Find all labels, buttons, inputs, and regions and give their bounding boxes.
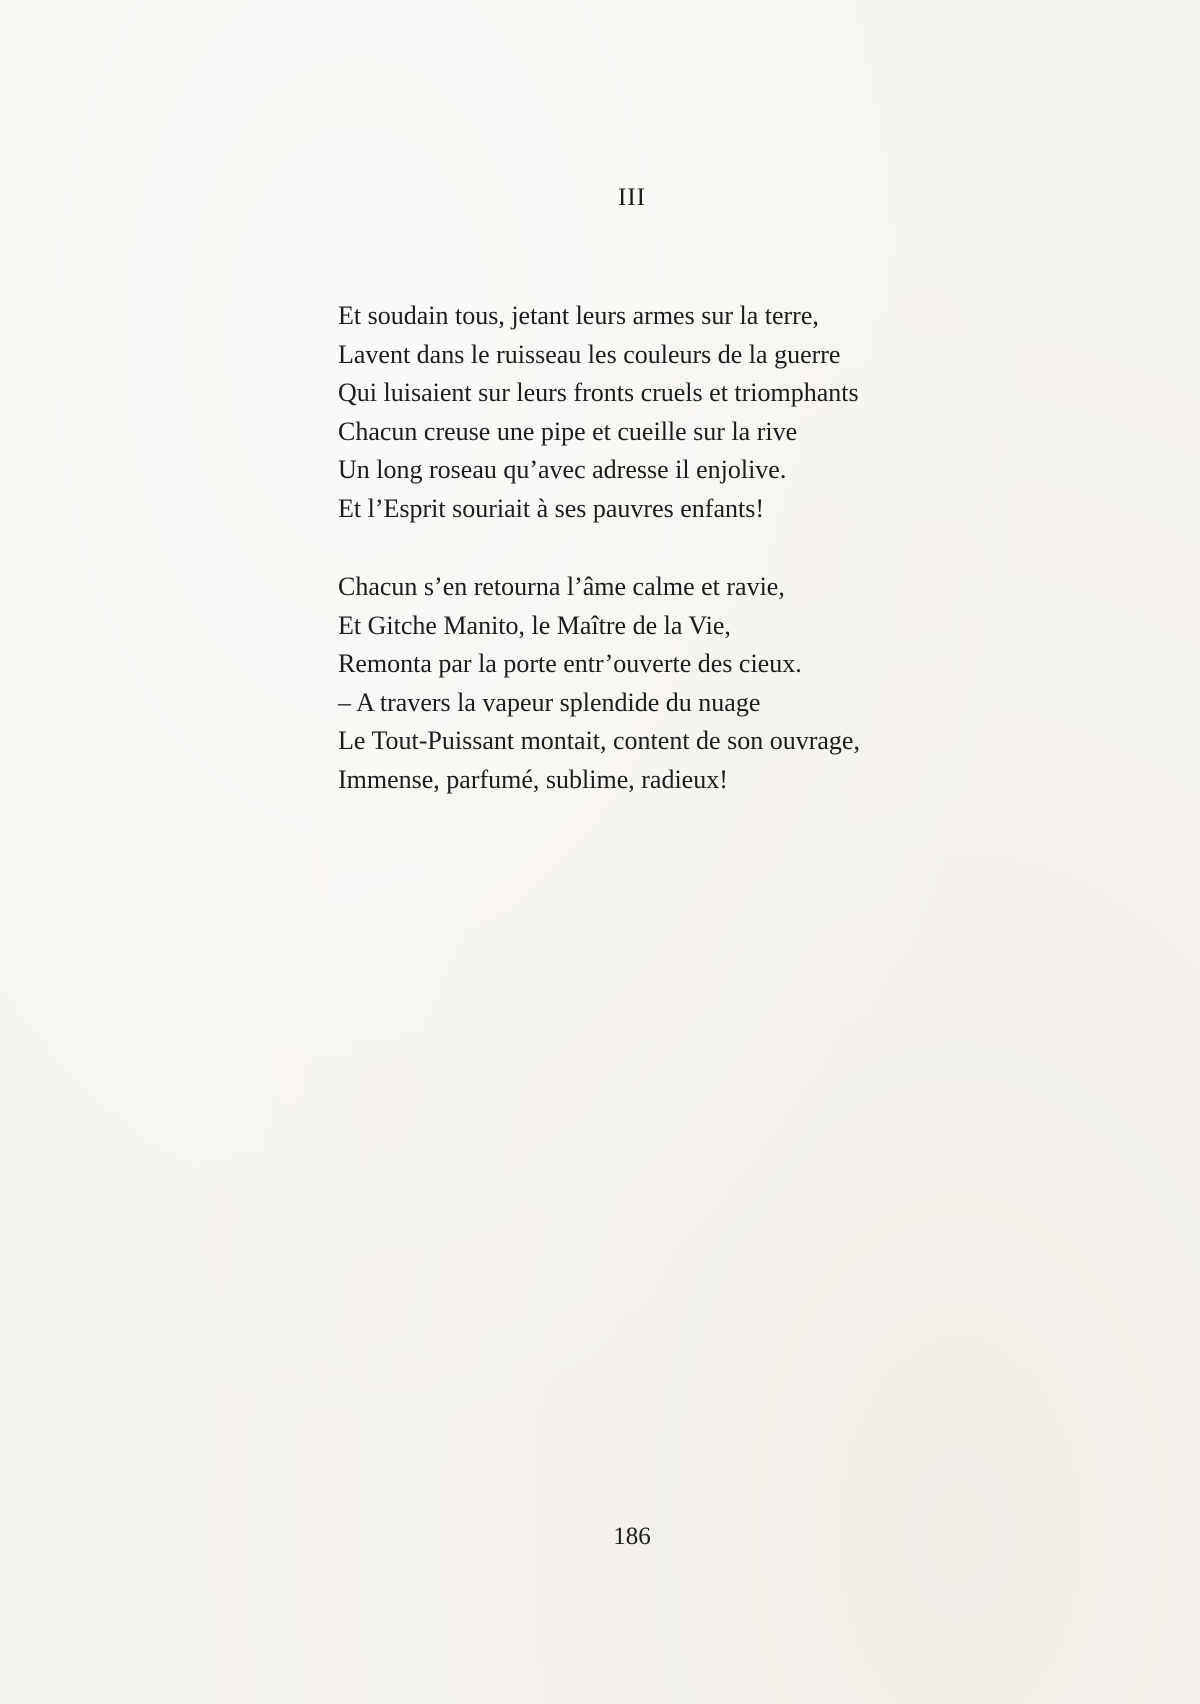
verse-line: Qui luisaient sur leurs fronts cruels et triomphants	[338, 378, 859, 407]
verse-line: Le Tout-Puissant montait, content de son ouvrage,	[338, 726, 860, 755]
verse-line: Et soudain tous, jetant leurs armes sur la terre,	[338, 301, 819, 330]
verse-line: – A travers la vapeur splendide du nuage	[338, 687, 761, 717]
verse-line: Chacun creuse une pipe et cueille sur la rive	[338, 416, 798, 446]
stanza-2	[338, 568, 1038, 799]
verse-line: Immense, parfumé, sublime, radieux!	[338, 764, 728, 794]
verse-line: Remonta par la porte entr’ouverte des cieux.	[338, 649, 802, 678]
page-number: 186	[613, 1523, 651, 1550]
verse-line: Un long roseau qu’avec adresse il enjolive.	[338, 455, 787, 484]
verse-line: Et Gitche Manito, le Maître de la Vie,	[338, 610, 731, 640]
verse-line: Et l’Esprit souriait à ses pauvres enfants!	[338, 493, 764, 523]
section-heading: III	[618, 184, 646, 211]
verse-line: Lavent dans le ruisseau les couleurs de la guerre	[338, 339, 841, 369]
poem-body	[338, 297, 1038, 839]
stanza-1	[338, 297, 1038, 528]
verse-line: Chacun s’en retourna l’âme calme et ravie,	[338, 572, 785, 601]
